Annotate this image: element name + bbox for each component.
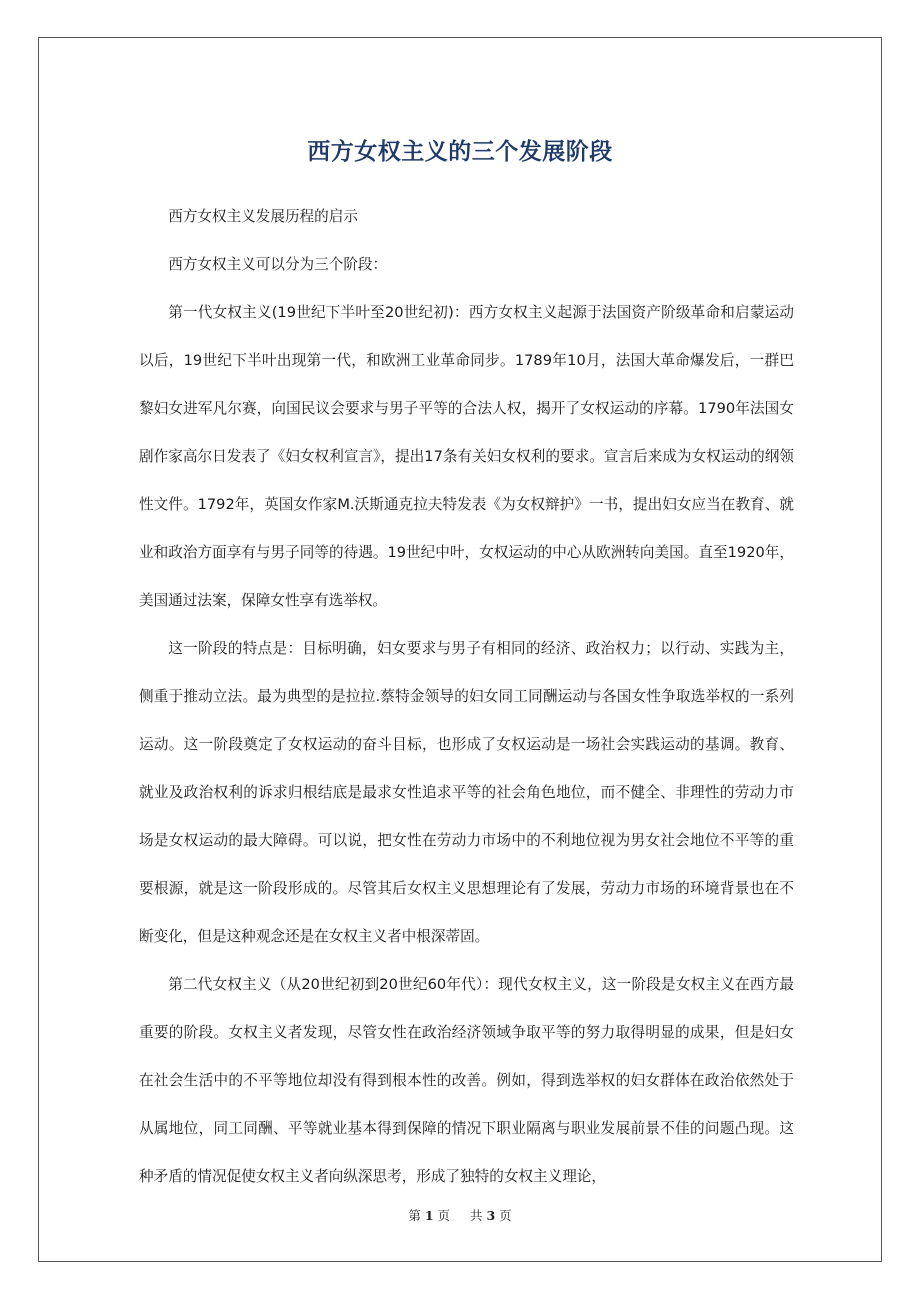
footer-page-number: 1 — [424, 1208, 434, 1223]
paragraph-first-wave: 第一代女权主义(19世纪下半叶至20世纪初)：西方女权主义起源于法国资产阶级革命和启蒙运动以后，19世纪下半叶出现第一代，和欧洲工业革命同步。1789年10月，法国大革命爆发后，一群巴黎妇女进军凡尔赛，向国民议会要求与男子平等的合法人权，揭开了女权运动的序幕。1790年法国女剧作家高尔日发表了《妇女权利宣言》，提出17条有关妇女权利的要求。宣言后来成为女权运动的纲领性文件。1792年，英国女作家M.沃斯通克拉夫特发表《为女权辩护》一书，提出妇女应当在教育、就业和政治方面享有与男子同等的待遇。19世纪中叶，女权运动的中心从欧洲转向美国。直至1920年，美国通过法案，保障女性享有选举权。 — [139, 304, 794, 609]
footer-total-suffix: 页 — [499, 1208, 512, 1223]
document-body — [139, 193, 794, 1201]
paragraph-subtitle: 西方女权主义发展历程的启示 — [168, 208, 358, 225]
footer-page-prefix: 第 — [408, 1208, 421, 1223]
footer-total-pages: 3 — [486, 1208, 496, 1223]
footer-total-prefix: 共 — [469, 1208, 483, 1223]
page-footer — [0, 1204, 920, 1228]
document-title: 西方女权主义的三个发展阶段 — [307, 139, 613, 166]
paragraph-intro: 西方女权主义可以分为三个阶段： — [168, 256, 388, 273]
paragraph-first-wave-features: 这一阶段的特点是：目标明确，妇女要求与男子有相同的经济、政治权力；以行动、实践为主，侧重于推动立法。最为典型的是拉拉.蔡特金领导的妇女同工同酬运动与各国女性争取选举权的一系列运动。这一阶段奠定了女权运动的奋斗目标，也形成了女权运动是一场社会实践运动的基调。教育、就业及政治权利的诉求归根结底是最求女性追求平等的社会角色地位，而不健全、非理性的劳动力市场是女权运动的最大障碍。可以说，把女性在劳动力市场中的不利地位视为男女社会地位不平等的重要根源，就是这一阶段形成的。尽管其后女权主义思想理论有了发展，劳动力市场的环境背景也在不断变化，但是这种观念还是在女权主义者中根深蒂固。 — [139, 640, 794, 945]
footer-page-suffix: 页 — [437, 1208, 451, 1223]
paragraph-second-wave: 第二代女权主义（从20世纪初到20世纪60年代）：现代女权主义，这一阶段是女权主义在西方最重要的阶段。女权主义者发现，尽管女性在政治经济领域争取平等的努力取得明显的成果，但是妇女在社会生活中的不平等地位却没有得到根本性的改善。例如，得到选举权的妇女群体在政治依然处于从属地位，同工同酬、平等就业基本得到保障的情况下职业隔离与职业发展前景不佳的问题凸现。这种矛盾的情况促使女权主义者向纵深思考，形成了独特的女权主义理论， — [139, 976, 794, 1185]
